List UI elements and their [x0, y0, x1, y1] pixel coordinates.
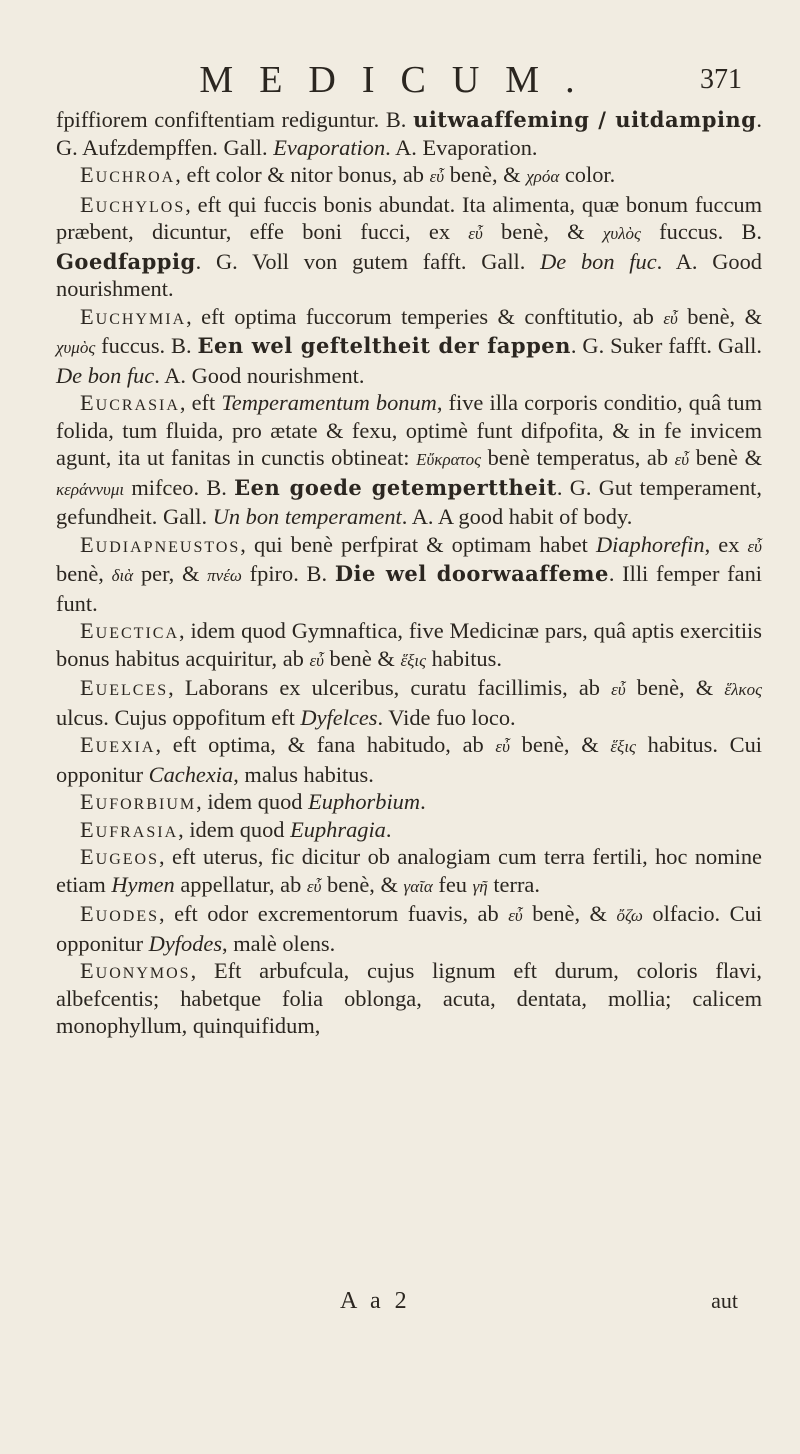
italic-term: Dyfodes	[148, 930, 223, 956]
headword: Euexia	[80, 732, 156, 757]
dictionary-entry	[56, 389, 762, 531]
italic-term: Un bon temperament	[212, 504, 402, 529]
headword: Euchroa	[80, 162, 176, 187]
dictionary-entry	[56, 531, 762, 618]
text-run: benè, &	[482, 219, 603, 244]
greek-etymon: χυλὸς	[602, 224, 641, 243]
text-run: fuccus. B.	[640, 219, 762, 244]
greek-etymon: πνέω	[207, 566, 242, 585]
text-run: , ex	[704, 531, 748, 557]
text-run: , eft odor excrementorum fuavis, ab	[159, 901, 509, 926]
text-run: feu	[432, 871, 473, 897]
text-run: per, &	[133, 561, 208, 586]
headword: Euonymos	[80, 958, 191, 983]
text-run: , eft uterus, fic dicitur ob analogiam cum terra fertili, hoc nomine etiam	[56, 844, 762, 897]
text-run: , qui benè perfpirat & optimam habet	[240, 531, 596, 557]
headword: Euforbium	[80, 789, 197, 814]
running-title: MEDICUM.	[199, 59, 601, 101]
text-run: benè, &	[444, 162, 527, 187]
dictionary-entry	[56, 617, 762, 674]
dutch-translation: uitwaaffeming / uitdamping	[413, 107, 757, 132]
dictionary-entry	[56, 731, 762, 788]
italic-term: Hymen	[111, 871, 175, 897]
text-run: . A. Good nourishment.	[56, 248, 762, 301]
italic-term: Temperamentum bonum	[221, 390, 437, 415]
greek-etymon: κεράννυμι	[56, 479, 125, 499]
text-run: benè, &	[625, 675, 725, 700]
headword: Euchymia	[80, 303, 187, 329]
text-run: , idem quod Gymnaftica, five Medicinæ pars, quâ aptis exercitiis bonus habitus acquiritur, ab	[56, 618, 762, 671]
dictionary-entry	[56, 161, 762, 191]
greek-etymon: χρόα	[526, 167, 560, 186]
text-run: . A. Evaporation.	[385, 134, 538, 160]
dictionary-entry	[56, 303, 762, 390]
greek-etymon: ἕξις	[610, 737, 636, 756]
headword: Eugeos	[80, 844, 160, 869]
dictionary-entry	[56, 788, 762, 816]
text-run: benè &	[689, 445, 762, 470]
greek-etymon: ἕλκος	[724, 680, 762, 699]
text-run: benè,	[56, 561, 112, 586]
italic-term: Dyfelces	[300, 704, 378, 730]
dictionary-entry	[56, 843, 762, 900]
italic-term: Diaphorefin	[595, 531, 705, 557]
text-run: , idem quod	[196, 789, 309, 814]
text-run: , eft optima, & fana habitudo, ab	[155, 732, 496, 757]
greek-etymon: εὖ	[306, 876, 322, 896]
text-run: appellatur, ab	[174, 871, 307, 897]
text-run: . G. Voll von gutem fafft. Gall.	[195, 248, 541, 274]
dutch-translation: Goedfappig	[56, 248, 196, 274]
italic-term: Evaporation	[273, 134, 386, 160]
headword: Euelces	[80, 675, 169, 700]
greek-etymon: εὖ	[429, 167, 445, 186]
text-run: fpiro. B.	[241, 561, 335, 586]
text-run: , Laborans ex ulceribus, curatu facillimis, ab	[168, 675, 612, 700]
text-run: benè, &	[321, 871, 404, 897]
greek-etymon: Εὔκρατος	[416, 450, 482, 469]
greek-etymon: εὖ	[468, 224, 483, 243]
text-run: color.	[559, 162, 616, 187]
italic-term: Euphragia	[290, 816, 386, 842]
greek-etymon: εὖ	[663, 308, 678, 328]
dictionary-entry	[56, 900, 762, 957]
italic-term: Euphorbium	[308, 789, 421, 814]
text-run: . A. A good habit of body.	[401, 504, 633, 529]
greek-etymon: εὖ	[495, 737, 510, 756]
greek-etymon: εὖ	[674, 450, 690, 469]
text-run: , eft optima fuccorum temperies & conftitutio, ab	[186, 303, 664, 329]
greek-etymon: ἕξις	[400, 650, 427, 670]
text-run: , malus habitus.	[233, 761, 374, 787]
greek-etymon: διὰ	[111, 566, 134, 585]
text-run: habitus. Cui opponitur	[56, 732, 762, 787]
text-run: . Illi femper fani funt.	[56, 561, 762, 616]
text-run: habitus.	[426, 645, 502, 671]
text-run: olfacio. Cui opponitur	[56, 901, 762, 956]
headword: Eudiapneustos	[80, 531, 241, 557]
page-number: 371	[700, 64, 742, 95]
text-run: , eft	[179, 390, 222, 415]
dictionary-entry	[56, 191, 762, 303]
text-run: mifceo. B.	[124, 474, 235, 500]
text-run: . A. Good nourishment.	[154, 362, 365, 388]
dutch-translation: Een goede getemperttheit	[234, 474, 557, 500]
dutch-translation: Die wel doorwaaffeme	[334, 561, 609, 586]
text-run: ulcus. Cujus oppofitum eft	[56, 704, 301, 730]
running-header	[0, 58, 800, 108]
greek-etymon: εὖ	[508, 906, 523, 925]
text-run: , Eft arbufcula, cujus lignum eft durum, coloris flavi, albefcentis; habetque folia oblonga, acuta, dentata, mollia; calicem monophyllum, quinquifidum,	[56, 958, 762, 1038]
entry-continuation	[56, 106, 762, 161]
page-footer	[0, 1288, 800, 1318]
headword: Euectica	[80, 618, 180, 643]
greek-etymon: γαῖα	[403, 876, 433, 896]
text-run: . G. Gut temperament, gefundheit. Gall.	[56, 474, 762, 529]
headword: Euodes	[80, 901, 160, 926]
dutch-translation: Een wel gefteltheit der fappen	[197, 333, 571, 358]
text-run: fpiffiorem confiftentiam rediguntur. B.	[56, 107, 414, 132]
headword: Eufrasia	[80, 816, 179, 842]
dictionary-entry	[56, 674, 762, 731]
text-run: , malè olens.	[222, 930, 336, 956]
text-run: , eft color & nitor bonus, ab	[175, 162, 430, 187]
text-run: benè, &	[509, 732, 611, 757]
catchword: aut	[711, 1288, 738, 1313]
greek-etymon: γῆ	[472, 876, 488, 896]
greek-etymon: εὖ	[309, 650, 324, 670]
text-run: benè, &	[522, 901, 617, 926]
greek-etymon: εὖ	[747, 536, 762, 556]
dictionary-entry	[56, 816, 762, 844]
text-run: .	[420, 789, 426, 814]
greek-etymon: χυμὸς	[56, 338, 96, 357]
text-run: .	[385, 816, 392, 842]
italic-term: De bon fuc	[56, 362, 155, 388]
italic-term: Cachexia	[148, 761, 234, 787]
italic-term: De bon fuc	[540, 248, 657, 274]
dictionary-text	[56, 106, 762, 1040]
text-run: benè, &	[677, 303, 762, 329]
text-run: benè temperatus, ab	[481, 445, 675, 470]
text-run: . G. Aufzdempffen. Gall.	[56, 107, 762, 160]
text-run: . Vide fuo loco.	[377, 704, 516, 730]
greek-etymon: εὖ	[611, 680, 626, 699]
text-run: . G. Suker fafft. Gall.	[570, 333, 762, 358]
text-run: , five illa corporis conditio, quâ tum folida, tum fluida, pro ætate & fexu, optimè funt difpofita, & in fe invicem agunt, ita ut fanitas in cunctis obtineat:	[56, 390, 763, 470]
text-run: , idem quod	[178, 816, 291, 842]
headword: Eucrasia	[80, 390, 180, 415]
text-run: fuccus. B.	[95, 333, 198, 358]
greek-etymon: ὄζω	[616, 906, 643, 925]
text-run: terra.	[487, 871, 540, 897]
signature-mark: A a 2	[340, 1288, 411, 1314]
dictionary-entry	[56, 957, 762, 1040]
text-run: , eft qui fuccis bonis abundat. Ita alimenta, quæ bonum fuccum præbent, dicuntur, effe boni fucci, ex	[56, 191, 762, 244]
text-run: benè &	[323, 645, 401, 671]
headword: Euchylos	[80, 191, 186, 217]
